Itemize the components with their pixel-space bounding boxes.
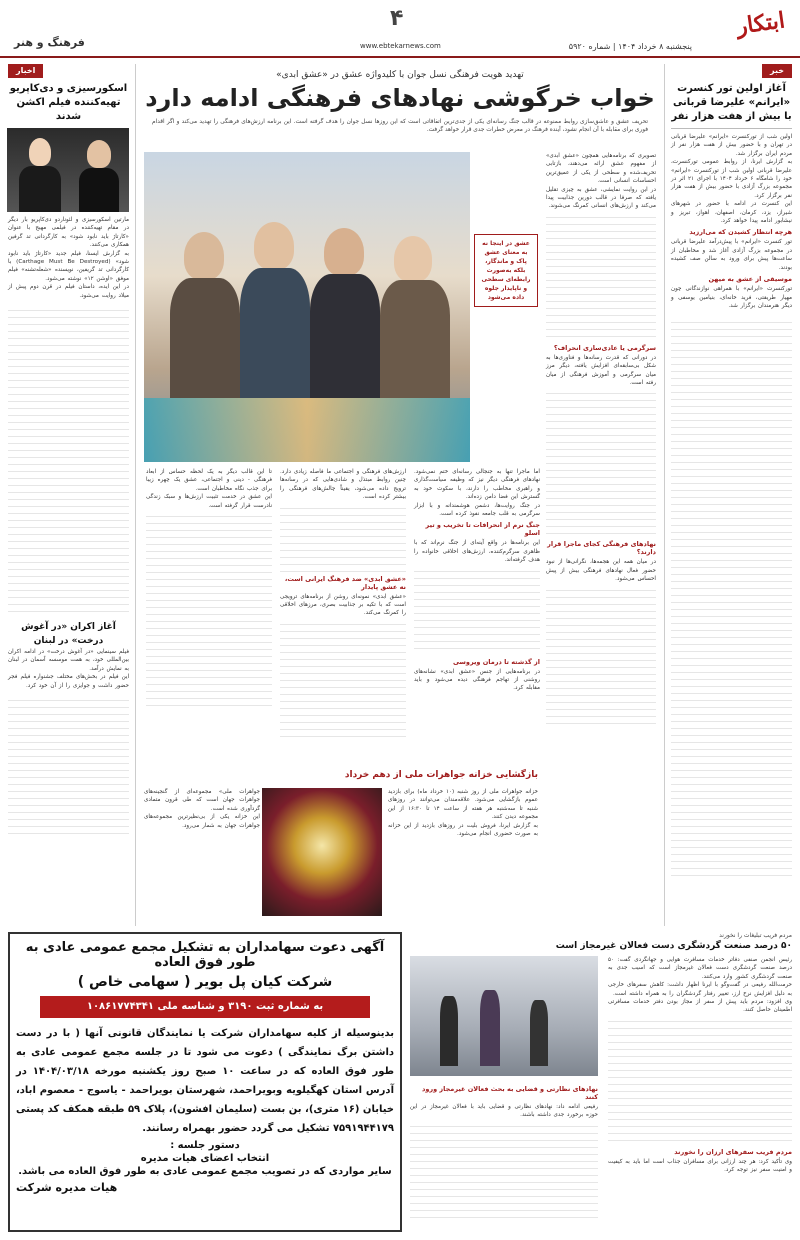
paragraph: اما ماجرا تنها به جنجالی رسانه‌ای ختم نمی‌شود. نهادهای فرهنگی دیگر نیز که وظیفه سیاست‌گذاری و راهبری مخاطب را دارند، با سکوت خود به گسترش این فضا دامن زده‌اند. — [414, 469, 540, 501]
tourism-story — [410, 932, 792, 1232]
concert-headline: آغاز اولین تور کنسرت «ایرانم» علیرضا قربانی با بیش از هفت هزار نفر — [671, 83, 792, 122]
airport-photo — [410, 956, 598, 1076]
text-block-filler — [410, 1120, 598, 1220]
issue-date: پنجشنبه ۸ خرداد ۱۴۰۴ | شماره ۵۹۲۰ — [568, 42, 692, 51]
subheading: سرگرمی یا عادی‌سازی انحراف؟ — [553, 343, 656, 352]
paragraph: در این ایده، داستان فیلم در قرن دوم پیش از میلاد روایت می‌شود. — [8, 284, 129, 299]
subheading: نهادهای نظارتی و قضایی به بحث فعالان غیرمجاز ورود کنند — [422, 1085, 598, 1101]
newspaper-logo: ابتکار — [734, 7, 787, 40]
lebanon-headline: آغاز اکران «در آغوش درخت» در لبنان — [21, 622, 116, 647]
main-story — [144, 64, 656, 926]
pull-quote: عشق در اینجا نه به معنای عشق پاک و ماندگار، بلکه به‌صورت رابطه‌ای سطحی و ناپایدار جلوه داده می‌شود — [474, 234, 538, 307]
paragraph: فیلم سینمایی «در آغوش درخت» در ادامه اکران بین‌المللی خود، به همت موسسه آسمان در لبنان به نمایش درآمد. — [8, 649, 129, 672]
ad-agenda-item: سایر مواردی که در تصویب مجمع عمومی عادی به طور فوق العاده می باشد. — [18, 1166, 392, 1177]
section-title: فرهنگ و هنر — [14, 36, 85, 49]
paragraph: تا این قالب دیگر به یک لحظه حساس از ابعاد فرهنگی - دینی و اجتماعی، عشق یک چهره زیبا برای جذب نگاه مخاطبان است. — [146, 469, 272, 492]
news-tag: خبر — [762, 64, 792, 78]
jewel-photo — [262, 788, 382, 916]
story-headline: خواب خرگوشی نهادهای فرهنگی ادامه دارد — [145, 84, 655, 112]
paragraph: به گزارش ایسنا، فیلم جدید «کارتاژ باید نابود شود» (Carthage Must Be Destroyed) با کارگردانی تد گریفین، نویسنده «شعله‌تشنه» فیلم موفق «اوشن ۱۲» نوشته می‌شود. — [8, 250, 129, 282]
paragraph: خزانه جواهرات ملی از روز شنبه (۱۰ خرداد ماه) برای بازدید عموم بازگشایی می‌شود. علاقه‌مندان می‌توانند در روزهای شنبه تا سه‌شنبه هر هفته از ساعت ۱۴ تا ۱۶:۳۰ از این مجموعه دیدن کنند. — [388, 789, 538, 821]
text-block-filler — [8, 304, 129, 614]
text-block-filler — [280, 502, 406, 572]
show-cast-photo — [144, 152, 470, 462]
paragraph: مارتین اسکورسیزی و لئوناردو دی‌کاپریو بار دیگر در مقام تهیه‌کننده در فیلمی مهیج با عنوان «کارتاژ باید نابود شود» به کارگردانی تد گرفین همکاری می‌کنند. — [8, 217, 129, 249]
story-column-a — [546, 152, 656, 724]
paragraph: وی افزود: مردم باید پیش از سفر از مجاز بودن دفتر خدمات مسافرتی اطمینان حاصل کنند. — [608, 999, 792, 1014]
paragraph: تصویری که برنامه‌هایی همچون «عشق ابدی» از مفهوم عشق ارائه می‌دهند، بازتابی تحریف‌شده و سطحی از یکی از عمیق‌ترین احساسات انسانی است. — [546, 153, 656, 185]
shareholder-notice-ad — [8, 932, 402, 1232]
paragraph: «عشق ابدی» نمونه‌ای روشن از برنامه‌های ترویجی است که با تکیه بر جذابیت بصری، مرزهای اخلاقی را کمرنگ می‌کند. — [280, 593, 406, 617]
paragraph: اولین شب از تورکنسرت «ایرانم» علیرضا قربانی در تهران و با حضور بیش از هفت هزار نفر از مردم ایران برگزار شد. — [671, 134, 792, 157]
text-block-filler — [546, 211, 656, 341]
paragraph: در میان همه این هجمه‌ها، نگرانی‌ها از نبود حضور فعال نهادهای فرهنگی بیش از پیش احساس می‌شود. — [546, 559, 656, 583]
ad-title: آگهی دعوت سهامداران به تشکیل مجمع عمومی عادی به طور فوق العاده — [25, 940, 385, 970]
text-block-filler — [414, 565, 540, 655]
jewels-headline: بازگشایی خزانه جواهرات ملی از دهم خرداد — [344, 770, 538, 780]
paragraph: در برنامه‌هایی از جنس «عشق ابدی» نشانه‌های روشنی از تهاجم فرهنگی دیده می‌شود و باید مقابله کرد. — [414, 668, 540, 692]
paragraph: این کنسرت در ادامه با حضور در شهرهای شیراز، یزد، کرمان، اصفهان، اهواز، تبریز و نیشابور ادامه پیدا خواهد کرد. — [671, 201, 792, 225]
ad-body: بدینوسیله از کلیه سهامداران شرکت یا نمایندگان قانونی آنها ( با در دست داشتن برگ نمایندگی ) دعوت می شود تا در جلسه مجمع عمومی عادی به طور فوق العاده که در ساعت ۱۰ صبح روز یکشنبه مورخه ۱۴۰۴/۰۳/۱۸ در آدرس استان کهگیلویه وبویراحمد، شهرستان بویراحمد - یاسوج - معصوم اباد، خیابان (۱۶ متری)، بن بست (سلیمان افشون)، پلاک ۵۹ طبقه همکف کد پستی ۷۵۹۱۹۴۴۱۷۹ تشکیل می گردد حضور بهمراه رسانند. — [16, 1028, 394, 1134]
paragraph: رئیس انجمن صنفی دفاتر خدمات مسافرت هوایی و جهانگردی گفت: ۵۰ درصد صنعت گردشگری دست فعالان غیرمجاز است که اسیب جدی به صنعت گردشگری کشور وارد می‌کنند. — [608, 957, 792, 980]
masthead — [0, 0, 800, 58]
paragraph: رفیعی ادامه داد: نهادهای نظارتی و قضایی باید با فعالان غیرمجاز در این حوزه برخورد جدی داشته باشند. — [410, 1104, 598, 1119]
paragraph: این خزانه یکی از بی‌نظیرترین مجموعه‌های جواهرات جهان به شمار می‌رود. — [144, 814, 260, 829]
paragraph: این عشق در خدمت تثبیت ارزش‌ها و سبک زندگی نادرست قرار گرفته است. — [146, 494, 272, 509]
ad-agenda-title: دستور جلسه : — [170, 1140, 240, 1151]
paragraph: جواهرات ملی» مجموعه‌ای از گنجینه‌های جواهرات جهان است که طی قرون متمادی گردآوری شده است. — [144, 789, 260, 812]
text-block-filler — [280, 618, 406, 738]
website-link[interactable]: www.ebtekarnews.com — [360, 42, 441, 50]
jewels-text — [388, 788, 538, 838]
jewels-text-2 — [144, 788, 260, 830]
tourism-kicker: مردم فریب تبلیغات را نخورند — [719, 932, 792, 939]
paragraph: وی تأکید کرد: هر چند ارزانی برای مسافران جذاب است اما باید به کیفیت و امنیت سفر نیز توجه کرد. — [608, 1158, 792, 1174]
ad-signature: هیات مدیره شرکت — [16, 1181, 118, 1194]
story-column-c — [280, 468, 406, 738]
tourism-column-right — [608, 956, 792, 1175]
film-headline: اسکورسیزی و دی‌کاپریو تهیه‌کننده فیلم اکشن شدند — [9, 83, 128, 122]
paragraph: در این روایت نمایشی، عشق به چیزی تقلیل یافته که صرفا در قالب دورین جذابیت پیدا می‌کند و ارزش‌های انسانی کمرنگ می‌شوند. — [546, 186, 656, 210]
paragraph: در دورانی که قدرت رسانه‌ها و فناوری‌ها به شکل بی‌سابقه‌ای افزایش یافته، دیگر مرز میان سرگرمی و آموزش فرهنگی از میان رفته است. — [546, 354, 656, 387]
subheading: مردم فریب سفرهای ارزان را نخورند — [674, 1147, 792, 1156]
paragraph: ارزش‌های فرهنگی و اجتماعی ما فاصله زیادی دارد. چنین روابط مبتذل و شادی‌هایی که در رسانه‌ها ترویج داده می‌شود، یقیناً چالش‌های فرهنگی را بیشتر کرده است. — [280, 469, 406, 501]
subheading: جنگ نرم از انحرافات تا تخریب و تیر اسلو — [425, 521, 540, 538]
tourism-column-left — [410, 1082, 598, 1220]
left-column — [8, 64, 136, 926]
page-number: ۴ — [390, 6, 404, 31]
paragraph: این برنامه‌ها در واقع آینه‌ای از جنگ نرم‌اند که با ظاهری سرگرم‌کننده، ارزش‌های اخلاقی خانواده را هدف گرفته‌اند. — [414, 540, 540, 564]
paragraph: تور کنسرت «ایرانم» با پیش‌درآمد علیرضا قربانی در مجموعه بزرگ آزادی آغاز شد و مخاطبان از ساعت‌ها پیش برای ورود به سالن صف کشیده بودند. — [671, 239, 792, 271]
subheading: نهادهای فرهنگی کجای ماجرا قرار دارند؟ — [547, 540, 656, 557]
news-tag: اخبار — [8, 64, 43, 78]
text-block-filler — [146, 510, 272, 710]
story-column-d — [146, 468, 272, 710]
ad-registration: به شماره ثبت ۳۱۹۰ و شناسه ملی ۱۰۸۶۱۷۷۴۳۴۱ — [40, 996, 370, 1018]
subheading: هرچه انتظار کشیدن که می‌ارزید — [689, 228, 792, 237]
tourism-headline: ۵۰ درصد صنعت گردشگری دست فعالان غیرمجاز است — [555, 941, 792, 951]
story-column-b — [414, 468, 540, 693]
paragraph: به گزارش ایرنا، فروش بلیت در روزهای بازدید از این خزانه به صورت حضوری انجام می‌شود. — [388, 822, 538, 838]
paragraph: تورکنسرت «ایرانم» با همراهی نوازندگانی چون مهیار طریقتی، فرید خانه‌ای، بنیامین یوسفی و دیگر هنرمندان برگزار شد. — [671, 286, 792, 309]
paragraph: این فیلم در بخش‌های مختلف جشنواره فیلم فجر حضور داشت و جوایزی را از آن خود کرد. — [8, 674, 129, 689]
directors-photo — [7, 128, 129, 212]
story-lower — [144, 468, 540, 764]
story-kicker: تهدید هویت فرهنگی نسل جوان با کلیدواژه عشق در «عشق ابدی» — [276, 70, 524, 80]
paragraph: حرمت‌الله رفیعی در گفت‌وگو با ایرنا اظهار داشت: کاهش سفرهای خارجی به دلیل افزایش نرخ ارز، تغییر رفتار گردشگران را به همراه داشته است. — [608, 982, 792, 997]
text-block-filler — [8, 694, 129, 834]
subheading: از گذشته تا درمان ویروسی — [452, 657, 540, 666]
ad-company: شرکت کیان پل بویر ( سهامی خاص ) — [77, 974, 333, 990]
paragraph: در جنگ روایت‌ها، دشمن هوشمندانه و با ابزار سرگرمی به قلب جامعه نفوذ کرده است. — [414, 502, 540, 518]
subheading: موسیقی از عشق به میهن — [708, 275, 792, 284]
text-block-filler — [608, 1015, 792, 1145]
text-block-filler — [546, 387, 656, 537]
subheading: «عشق ابدی» ضد فرهنگ ایرانی است، نه عشق پایدار — [284, 574, 406, 591]
paragraph: به گزارش ایرنا، از روابط عمومی تورکنسرت، علیرضا قربانی اولین شب از تورکنسرت «ایرانم» خود را شامگاه ۶ خرداد ۱۴۰۴ با اجرای ۲۱ اثر در مجموعه بزرگ آزادی با حضور بیش از هفت هزار نفر برگزار کرد. — [671, 159, 792, 199]
text-block-filler — [546, 584, 656, 724]
text-block-filler — [671, 316, 792, 876]
ad-agenda-item: انتخاب اعضای هیات مدیره — [140, 1153, 270, 1164]
right-column — [664, 64, 792, 926]
story-lead: تحریف عشق و عاشق‌سازی روابط ممنوعه در قالب جنگ رسانه‌ای یکی از جدی‌ترین اتفاقاتی است که این روزها نسل جوان را هدف گرفته است. این برنامه ارزش‌های فرهنگی را تهدید می‌کند و اگر اقدام فوری برای مقابله با آن انجام نشود، آینده فرهنگ در معرض خطرات جدی قرار خواهد گرفت. — [152, 119, 648, 133]
